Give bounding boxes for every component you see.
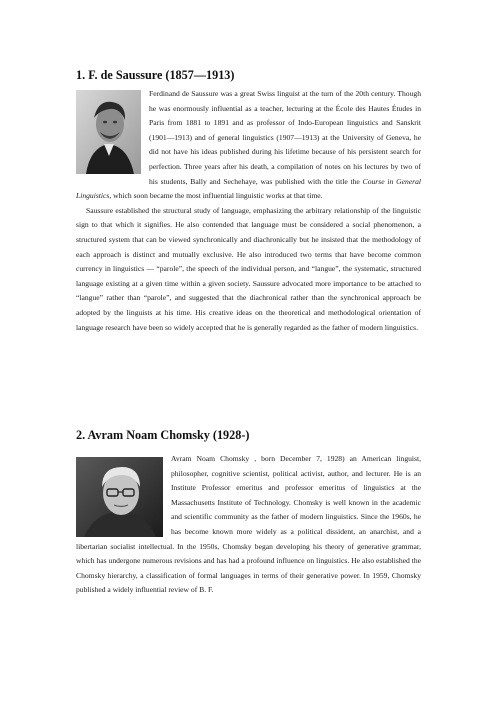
section-chomsky <box>76 452 421 598</box>
portrait-photo-icon <box>76 90 141 174</box>
saussure-paragraph-2: Saussure established the structural study of language, emphasizing the arbitrary relationship of the linguistic sign to that which it signifies. He also contended that language must be considered a social phenomenon, a structured system that can be viewed synchronically and diachronically but he insisted that the methodology of each approach is distinct and mutually exclusive. He also introduced two terms that have become common currency in linguistics — “parole”, the speech of the individual person, and “langue”, the systematic, structured language existing at a given time within a given society. Saussure advocated more importance to be attached to “langue” rather than “parole”, and suggested that the diachronical rather than the synchronical approach be adopted by the linguists at his time. His creative ideas on the theoretical and methodological orientation of language research have been so widely accepted that he is generally regarded as the father of modern linguistics. <box>76 205 421 332</box>
section-saussure <box>76 87 421 335</box>
chomsky-portrait-photo <box>76 457 163 537</box>
saussure-paragraph-1-text: Ferdinand de Saussure was a great Swiss linguist at the turn of the 20th century. Though he was enormously influential as a teacher, lecturing at the École des Hautes Études in Paris from 1881 to 1891 and as professor of Indo-European linguistics and Sanskrit (1901—1913) and of general linguistics (1907—1913) at the University of Geneva, he did not have his ideas published during his lifetime because of his persistent search for perfection. Three years after his death, a compilation of notes on his lectures by two of his students, Bally and Sechehaye, was published with the title the <box>149 89 421 186</box>
chomsky-paragraph-1: Avram Noam Chomsky , born December 7, 1928) an American linguist, philosopher, cognitive scientist, political activist, author, and lecturer. He is an Institute Professor emeritus and professor emeritus of linguistics at the Massachusetts Institute of Technology. Chomsky is well known in the academic and scientific community as the father of modern linguistics. Since the 1960s, he has become known more widely as a political dissident, an anarchist, and a libertarian socialist intellectual. In the 1950s, Chomsky began developing his theory of generative grammar, which has undergone numerous revisions and has had a profound influence on linguistics. He also established the Chomsky hierarchy, a classification of formal languages in terms of their generative power. In 1959, Chomsky published a widely influential review of B. F. <box>76 454 421 595</box>
section-heading-saussure: 1. F. de Saussure (1857—1913) <box>76 68 235 82</box>
saussure-paragraph-1-tail: , which soon became the most influential linguistic works at that time. <box>109 191 323 201</box>
saussure-portrait-photo <box>76 90 141 174</box>
course-title-text: Course in General Linguistics <box>76 176 421 201</box>
portrait-photo-icon <box>76 457 163 537</box>
section-heading-chomsky: 2. Avram Noam Chomsky (1928-) <box>76 428 250 442</box>
